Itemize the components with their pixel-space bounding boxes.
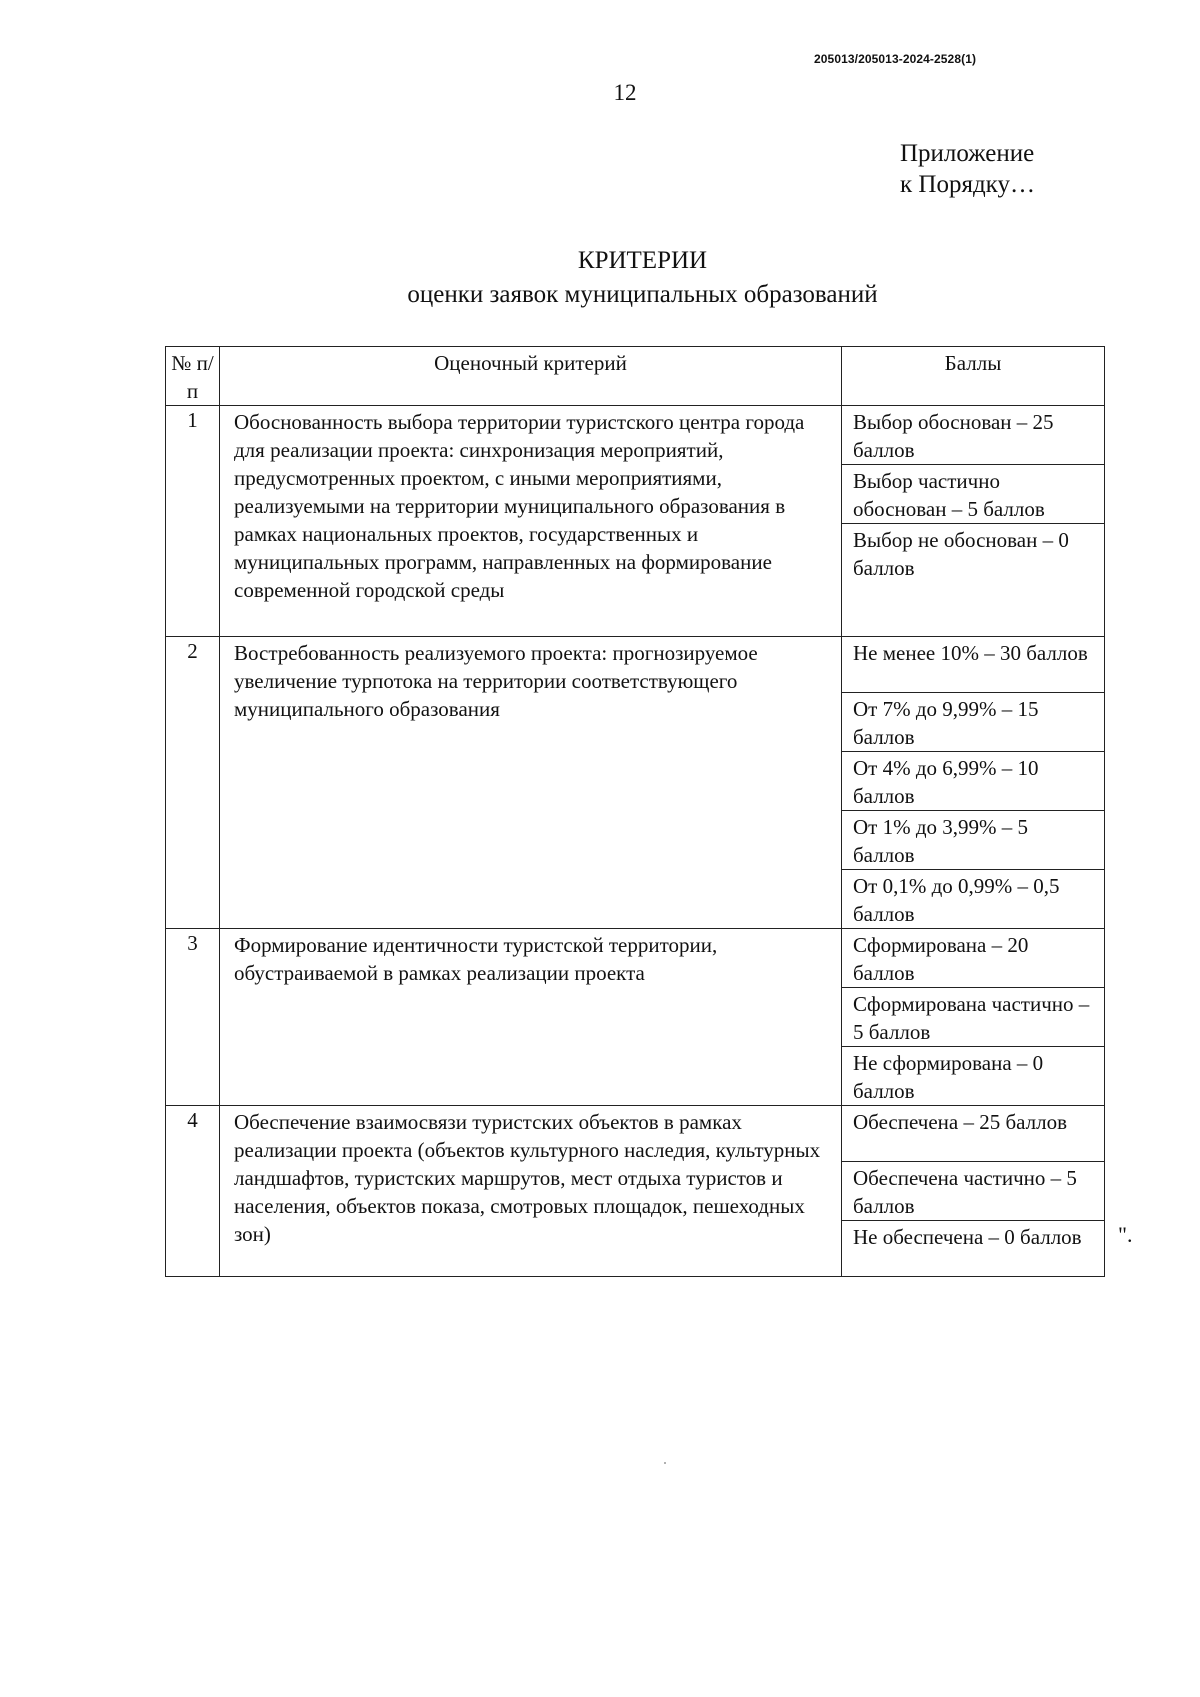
- table-row: [166, 406, 1105, 465]
- appendix-note: [900, 138, 1160, 200]
- points-option: Выбор обоснован – 25 баллов: [842, 406, 1105, 465]
- criterion-text: Формирование идентичности туристской территории, обустраиваемой в рамках реализации проекта: [220, 929, 842, 1106]
- header-criterion: Оценочный критерий: [220, 347, 842, 406]
- points-option: От 4% до 6,99% – 10 баллов: [842, 752, 1105, 811]
- criterion-text: Востребованность реализуемого проекта: прогнозируемое увеличение турпотока на территории соответствующего муниципального образования: [220, 637, 842, 929]
- header-num: № п/п: [166, 347, 220, 406]
- row-number: 2: [166, 637, 220, 929]
- points-option: Выбор не обоснован – 0 баллов: [842, 524, 1105, 637]
- criterion-text: Обоснованность выбора территории туристского центра города для реализации проекта: синхронизация мероприятий, предусмотренных проектом, с иными мероприятиями, реализуемыми на территории муниципального образования в рамках национальных проектов, государственных и муниципальных программ, направленных на формирование современной городской среды: [220, 406, 842, 637]
- row-number: 4: [166, 1106, 220, 1277]
- points-option: Не обеспечена – 0 баллов: [842, 1221, 1105, 1277]
- criteria-table: [165, 346, 1105, 1277]
- table-row: [166, 929, 1105, 988]
- points-option: Не сформирована – 0 баллов: [842, 1047, 1105, 1106]
- appendix-line-1: Приложение: [900, 140, 1035, 167]
- criterion-text: Обеспечение взаимосвязи туристских объектов в рамках реализации проекта (объектов культурного наследия, культурных ландшафтов, туристских маршрутов, мест отдыха туристов и населения, объектов показа, смотровых площадок, пешеходных зон): [220, 1106, 842, 1277]
- row-number: 1: [166, 406, 220, 637]
- header-points: Баллы: [842, 347, 1105, 406]
- points-option: От 1% до 3,99% – 5 баллов: [842, 811, 1105, 870]
- table-row: [166, 637, 1105, 693]
- appendix-line-2: к Порядку…: [900, 171, 1035, 198]
- points-option: Выбор частично обоснован – 5 баллов: [842, 465, 1105, 524]
- points-option: Не менее 10% – 30 баллов: [842, 637, 1105, 693]
- row-number: 3: [166, 929, 220, 1106]
- scan-speck: [664, 1462, 666, 1464]
- document-id: 205013/205013-2024-2528(1): [814, 52, 977, 66]
- page-number: 12: [613, 80, 637, 105]
- table-row: [166, 1106, 1105, 1162]
- title-line-1: КРИТЕРИИ: [577, 247, 708, 274]
- points-option: От 7% до 9,99% – 15 баллов: [842, 693, 1105, 752]
- points-option: Сформирована – 20 баллов: [842, 929, 1105, 988]
- points-option: От 0,1% до 0,99% – 0,5 баллов: [842, 870, 1105, 929]
- document-title: [300, 244, 985, 312]
- points-option: Обеспечена частично – 5 баллов: [842, 1162, 1105, 1221]
- closing-quote: ".: [1118, 1222, 1133, 1247]
- title-line-2: оценки заявок муниципальных образований: [407, 281, 878, 308]
- points-option: Обеспечена – 25 баллов: [842, 1106, 1105, 1162]
- table-header-row: [166, 347, 1105, 406]
- points-option: Сформирована частично – 5 баллов: [842, 988, 1105, 1047]
